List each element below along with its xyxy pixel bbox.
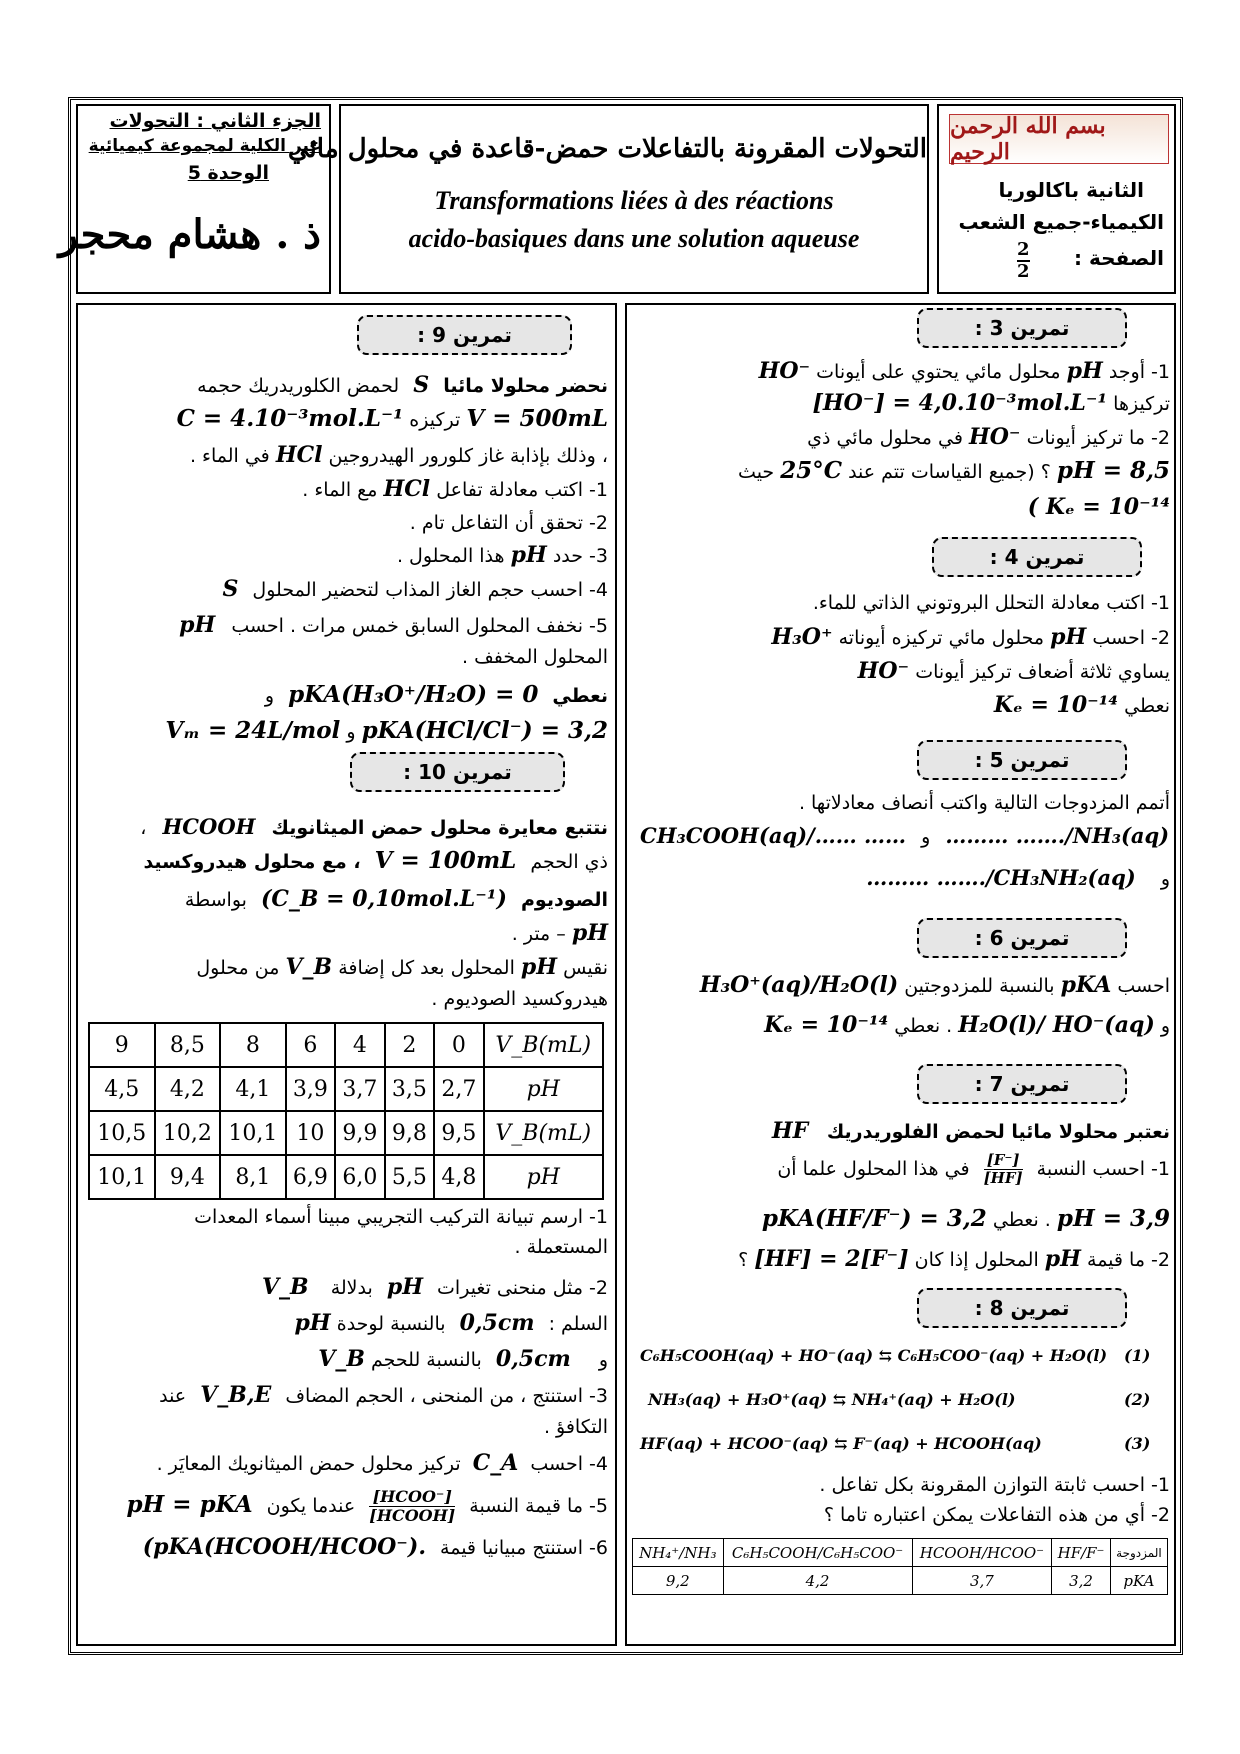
- ex10-text: من محلول: [196, 957, 280, 979]
- ex9-line10: [265, 680, 608, 711]
- ex9-line7: [214, 574, 608, 605]
- ex10-line5: [196, 952, 608, 983]
- ex4-math: H₃O⁺: [771, 624, 833, 650]
- page-header: [58, 104, 1176, 294]
- ex9-text: 3- حدد: [552, 545, 608, 567]
- titration-row-label: V_B(mL): [484, 1023, 603, 1067]
- titration-cell: 0: [434, 1023, 483, 1067]
- titration-cell: 9,5: [434, 1111, 483, 1155]
- ex5-line1: أتمم المزدوجات التالية واكتب أنصاف معادلاتها .: [798, 792, 1170, 814]
- ex9-math: C = 4.10⁻³mol.L⁻¹: [176, 405, 404, 432]
- ex5-math: ……… ……./CH₃NH₂(aq): [866, 865, 1136, 890]
- ex9-text: لحمض الكلوريدريك حجمه: [197, 375, 400, 397]
- ex7-text: في هذا المحلول علما أن: [777, 1158, 970, 1180]
- reaction-2: NH₃(aq) + H₃O⁺(aq) ⇆ NH₄⁺(aq) + H₂O(l): [648, 1390, 1016, 1409]
- titration-cell: 6: [286, 1023, 335, 1067]
- ex10-math: V_B,E: [200, 1382, 272, 1408]
- ex6-line2: [764, 1010, 1170, 1041]
- ex9-math: Vₘ = 24L/mol: [165, 717, 341, 744]
- ex8-question1: 1- احسب ثابتة التوازن المقرونة بكل تفاعل .: [819, 1474, 1170, 1496]
- ex10-math: pH: [386, 1274, 423, 1300]
- ex10-text: 4- احسب: [530, 1453, 608, 1475]
- ex7-frac-num: [F⁻]: [984, 1152, 1023, 1170]
- titration-cell: 3,7: [335, 1067, 384, 1111]
- ex10-math: (pKA(HCOOH/HCOO⁻).: [142, 1534, 426, 1560]
- reaction-1: C₆H₅COOH(aq) + HO⁻(aq) ⇆ C₆H₅COO⁻(aq) + H₂O(l): [640, 1346, 1108, 1365]
- ex10-line1: [140, 812, 608, 843]
- ex9-text: في الماء .: [189, 445, 270, 467]
- ex4-math: HO⁻: [857, 658, 910, 684]
- ex5-math: ……… ……./NH₃(aq): [945, 823, 1170, 848]
- ex10-text: ،: [140, 817, 147, 839]
- exercise-6-title: تمرين 6 :: [917, 918, 1127, 958]
- ex7-text: 1- احسب النسبة: [1036, 1158, 1170, 1180]
- ex4-math: Kₑ = 10⁻¹⁴: [993, 692, 1119, 718]
- exercise-4-title: تمرين 4 :: [932, 537, 1142, 577]
- ex10-math: pH: [294, 1310, 331, 1336]
- ex10-scale1: [295, 1308, 608, 1339]
- ex10-text: عندما يكون: [266, 1495, 356, 1517]
- ex7-line3: [762, 1204, 1170, 1235]
- ex10-q6: [143, 1532, 608, 1563]
- ex9-line1: [197, 370, 608, 401]
- pka-value-cell: 9,2: [633, 1567, 724, 1595]
- ex5-math: CH₃COOH(aq)/…… ……: [640, 823, 907, 848]
- pka-head-cell: C₆H₅COOH/C₆H₅COO⁻: [723, 1539, 912, 1567]
- ex9-line2: [177, 404, 608, 435]
- pka-head-cell: HCOOH/HCOO⁻: [912, 1539, 1052, 1567]
- ex10-text: نقيس: [563, 957, 608, 979]
- ex4-text: 2- احسب: [1092, 627, 1170, 649]
- ex5-text: و: [1160, 868, 1170, 890]
- ex6-line1: [700, 970, 1170, 1001]
- ex9-line4: [302, 474, 608, 505]
- ex8-question2: 2- أي من هذه التفاعلات يمكن اعتباره تاما ؟: [823, 1504, 1170, 1526]
- pka-table: [632, 1538, 1168, 1595]
- ex4-math: pH: [1050, 624, 1087, 650]
- ex9-text: و: [264, 685, 275, 707]
- ex9-text: مع الماء .: [302, 479, 378, 501]
- header-left-box: [58, 104, 331, 294]
- titration-row: [89, 1067, 603, 1111]
- titration-cell: 2: [385, 1023, 434, 1067]
- header-middle-box: [287, 104, 929, 294]
- pka-head-cell: NH₄⁺/NH₃: [633, 1539, 724, 1567]
- titration-row: [89, 1155, 603, 1199]
- ex10-text: بدلالة: [330, 1277, 373, 1299]
- ex3-line3: [807, 422, 1170, 453]
- ex10-text: بالنسبة للحجم: [371, 1349, 482, 1371]
- pka-head-cell: HF/F⁻: [1052, 1539, 1111, 1567]
- ex10-frac-num: [HCOO⁻]: [369, 1488, 455, 1507]
- ex6-text: احسب: [1117, 975, 1170, 997]
- ex3-line2: [812, 388, 1170, 419]
- titration-cell: 3,5: [385, 1067, 434, 1111]
- titration-cell: 6,9: [286, 1155, 335, 1199]
- reaction-3: HF(aq) + HCOO⁻(aq) ⇆ F⁻(aq) + HCOOH(aq): [640, 1434, 1042, 1453]
- ex10-text: 5- ما قيمة النسبة: [469, 1495, 608, 1517]
- exercise-9-title: تمرين 9 :: [357, 315, 572, 355]
- ex7-text: 2- ما قيمة: [1087, 1249, 1170, 1271]
- ex10-math: V_B: [318, 1346, 365, 1372]
- exercise-10-title: تمرين 10 :: [350, 752, 565, 792]
- titration-row-label: pH: [484, 1155, 603, 1199]
- ex3-math: pH = 8,5: [1056, 457, 1170, 484]
- titration-table: [88, 1022, 604, 1200]
- ex10-q2: [246, 1272, 608, 1303]
- titration-cell: 9,4: [155, 1155, 221, 1199]
- ex7-line4: [738, 1244, 1170, 1275]
- ex7-text: نعتبر محلولا مائيا لحمض الفلوريدريك: [826, 1121, 1170, 1143]
- ex10-math: pH: [520, 954, 558, 980]
- ex9-text: و: [346, 721, 356, 743]
- titration-cell: 9,9: [335, 1111, 384, 1155]
- ex7-frac-den: [HF]: [983, 1169, 1023, 1187]
- titration-cell: 4,8: [434, 1155, 483, 1199]
- reaction-3-number: (3): [1124, 1434, 1151, 1453]
- ex3-text: ؟ (جميع القياسات تتم عند: [848, 461, 1051, 483]
- ex10-q4: [157, 1448, 608, 1479]
- ex9-math: S: [413, 372, 430, 398]
- ex9-line6: [397, 540, 608, 571]
- pka-value-cell: 3,2: [1052, 1567, 1111, 1595]
- ex3-text: تركيزها: [1113, 393, 1170, 415]
- ex3-text: حيث: [738, 461, 775, 483]
- ex7-math: [HF] = 2[F⁻]: [754, 1246, 909, 1272]
- ex10-line3: [185, 884, 608, 915]
- reaction-2-number: (2): [1124, 1390, 1151, 1409]
- pka-table-value-row: [633, 1567, 1168, 1595]
- titration-cell: 8,5: [155, 1023, 221, 1067]
- ex10-text: نتتبع معايرة محلول حمض الميثانويك: [271, 817, 608, 839]
- ex4-line1: 1- اكتب معادلة التحلل البروتوني الذاتي للماء.: [812, 592, 1170, 614]
- ex10-text: 2- مثل منحنى تغيرات: [437, 1277, 608, 1299]
- ex7-text: ؟: [738, 1249, 749, 1271]
- subject-label: الكيمياء-جميع الشعب: [958, 210, 1164, 234]
- titration-cell: 6,0: [335, 1155, 384, 1199]
- ex9-text: تركيزه: [409, 409, 461, 431]
- exercise-3-title: تمرين 3 :: [917, 308, 1127, 348]
- titration-cell: 10,1: [220, 1111, 286, 1155]
- reaction-1-number: (1): [1124, 1346, 1151, 1365]
- ex10-math: V_B: [261, 1274, 309, 1300]
- ex10-text: – متر .: [511, 923, 566, 945]
- page-number: [1017, 240, 1030, 282]
- ex9-line8: [179, 610, 608, 641]
- ex9-text: هذا المحلول .: [396, 545, 505, 567]
- titration-cell: 4,5: [89, 1067, 155, 1111]
- page-number-den: 2: [1017, 261, 1030, 282]
- ex6-math: pKA: [1060, 972, 1112, 998]
- ex7-line2: [777, 1152, 1170, 1187]
- ex10-text: تركيز محلول حمض الميثانويك المعايَر .: [156, 1453, 461, 1475]
- pka-head-cell: المزدوجة: [1110, 1539, 1167, 1567]
- ex4-text: يساوي ثلاثة أضعاف تركيز أيونات: [915, 661, 1170, 683]
- ex10-q3: [159, 1380, 608, 1411]
- ex3-math: [HO⁻] = 4,0.10⁻³mol.L⁻¹: [812, 390, 1108, 416]
- ex10-text: السلم :: [548, 1313, 608, 1335]
- ex10-math: V_B: [285, 954, 333, 980]
- ex10-scale2: [318, 1344, 608, 1375]
- ex3-text: محلول مائي يحتوي على أيونات: [816, 361, 1061, 383]
- titration-cell: 8,1: [220, 1155, 286, 1199]
- pka-table-header-row: [633, 1539, 1168, 1567]
- ex9-math: V = 500mL: [466, 405, 608, 432]
- ex10-text: عند: [159, 1385, 187, 1407]
- ex9-line9: المحلول المخفف .: [462, 646, 608, 668]
- ex4-line3: [858, 656, 1170, 687]
- ex6-text: بالنسبة للمزدوجتين: [904, 975, 1055, 997]
- ex3-math: pH: [1066, 358, 1103, 384]
- ex7-math: pKA(HF/F⁻) = 3,2: [761, 1205, 987, 1232]
- ex10-text: ذي الحجم: [530, 851, 608, 873]
- ex3-line5: [1028, 492, 1170, 523]
- title-french-line1: Transformations liées à des réactions: [434, 186, 834, 215]
- ex10-math: pH = pKA: [126, 1491, 253, 1518]
- ex7-fraction: [984, 1152, 1023, 1187]
- ex9-math: HCl: [275, 442, 323, 468]
- ex10-q1b: المستعملة .: [514, 1236, 608, 1258]
- titration-cell: 10: [286, 1111, 335, 1155]
- ex10-text: المحلول بعد كل إضافة: [338, 957, 515, 979]
- ex9-text: 5- نخفف المحلول السابق خمس مرات . احسب: [231, 615, 608, 637]
- titration-cell: 9: [89, 1023, 155, 1067]
- pka-value-cell: 4,2: [723, 1567, 912, 1595]
- ex7-text: المحلول إذا كان: [914, 1249, 1039, 1271]
- ex6-math: H₃O⁺(aq)/H₂O(l): [699, 972, 899, 998]
- ex5-text: و: [921, 826, 931, 848]
- ex10-text: الصوديوم: [520, 889, 608, 911]
- part-label: الجزء الثاني : التحولات: [109, 110, 321, 132]
- ex9-math: pKA(H₃O⁺/H₂O) = 0: [288, 681, 539, 708]
- ex10-math: C_A: [472, 1450, 519, 1476]
- ex9-math: HCl: [383, 476, 431, 502]
- ex6-text: . نعطي: [894, 1015, 953, 1037]
- ex10-line4: [512, 918, 608, 949]
- titration-row: [89, 1023, 603, 1067]
- titration-cell: 5,5: [385, 1155, 434, 1199]
- pka-value-cell: pKA: [1110, 1567, 1167, 1595]
- ex10-math: 0,5cm: [459, 1310, 535, 1336]
- ex10-text: ، مع محلول هيدروكسيد: [143, 851, 361, 873]
- ex10-math: pH: [571, 920, 608, 946]
- ex10-math: V = 100mL: [374, 847, 517, 874]
- ex4-text: محلول مائي تركيزه أيوناته: [838, 627, 1045, 649]
- ex10-text: 6- استنتج مبيانيا قيمة: [440, 1537, 608, 1559]
- ex7-math: pH: [1044, 1246, 1081, 1272]
- unit-label: الوحدة 5: [187, 162, 269, 184]
- ex3-math: HO⁻: [968, 424, 1021, 450]
- titration-row-label: pH: [484, 1067, 603, 1111]
- titration-cell: 2,7: [434, 1067, 483, 1111]
- titration-cell: 4,1: [220, 1067, 286, 1111]
- level-label: الثانية باكالوريا: [998, 178, 1144, 202]
- ex9-text: نحضر محلولا مائيا: [443, 375, 608, 397]
- titration-cell: 9,8: [385, 1111, 434, 1155]
- ex10-math: (C_B = 0,10mol.L⁻¹): [260, 886, 507, 912]
- ex9-text: 1- اكتب معادلة تفاعل: [436, 479, 608, 501]
- ex10-text: و: [598, 1349, 608, 1371]
- ex9-text: نعطي: [552, 685, 608, 707]
- ex10-fraction: [369, 1488, 455, 1525]
- ex3-math: 25°C: [780, 457, 843, 484]
- titration-row-label: V_B(mL): [484, 1111, 603, 1155]
- ex6-math: H₂O(l)/ HO⁻(aq): [958, 1012, 1155, 1038]
- ex9-math: pH: [510, 542, 547, 568]
- ex10-frac-den: [HCOOH]: [369, 1506, 456, 1525]
- ex3-text: 1- أوجد: [1108, 361, 1170, 383]
- titration-cell: 4,2: [155, 1067, 221, 1111]
- ex3-text: في محلول مائي ذي: [807, 427, 963, 449]
- titration-row: [89, 1111, 603, 1155]
- ex10-q3b: التكافؤ .: [543, 1416, 608, 1438]
- ex6-math: Kₑ = 10⁻¹⁴: [764, 1012, 889, 1038]
- titration-cell: 10,2: [155, 1111, 221, 1155]
- ex4-line4: [994, 690, 1170, 721]
- ex10-q1a: 1- ارسم تبيانة التركيب التجريبي مبينا أسماء المعدات: [194, 1206, 608, 1228]
- ex9-math: pH: [179, 612, 216, 638]
- ex7-math: HF: [771, 1118, 809, 1144]
- bismillah-logo: بسم الله الرحمن الرحيم: [949, 114, 1169, 164]
- ex9-text: 4- احسب حجم الغاز المذاب لتحضير المحلول: [252, 579, 608, 601]
- ex9-math: pKA(HCl/Cl⁻) = 3,2: [361, 717, 608, 744]
- ex9-text: ، وذلك بإذابة غاز كلورور الهيدروجين: [328, 445, 608, 467]
- ex3-line1: [759, 356, 1170, 387]
- ex9-line11: [165, 716, 608, 747]
- titration-cell: 10,1: [89, 1155, 155, 1199]
- ex10-text: 3- استنتج ، من المنحنى ، الحجم المضاف: [285, 1385, 608, 1407]
- title-arabic: التحولات المقرونة بالتفاعلات حمض-قاعدة في محلول مائي: [287, 134, 927, 164]
- titration-cell: 10,5: [89, 1111, 155, 1155]
- ex4-text: نعطي: [1124, 695, 1170, 717]
- exercise-5-title: تمرين 5 :: [917, 740, 1127, 780]
- ex10-q5: [126, 1488, 608, 1525]
- ex3-math: ( Kₑ = 10⁻¹⁴: [1027, 494, 1170, 520]
- ex5-line3: [866, 864, 1170, 894]
- title-french-line2: acido-basiques dans une solution aqueuse: [408, 224, 860, 253]
- ex4-line2: [771, 622, 1170, 653]
- header-right-box: [937, 104, 1176, 294]
- ex10-text: بواسطة: [184, 889, 247, 911]
- ex3-line4: [738, 456, 1170, 487]
- ex9-line5: 2- تحقق أن التفاعل تام .: [409, 512, 608, 534]
- page-number-num: 2: [1017, 239, 1030, 260]
- ex10-math: 0,5cm: [495, 1346, 571, 1372]
- ex3-math: HO⁻: [758, 358, 811, 384]
- ex7-text: . نعطي: [992, 1209, 1051, 1231]
- page-label: الصفحة :: [1074, 246, 1164, 270]
- ex9-math: S: [222, 576, 239, 602]
- ex10-line6: هيدروكسيد الصوديوم .: [431, 988, 608, 1010]
- ex10-math: HCOOH: [162, 814, 256, 839]
- titration-cell: 8: [220, 1023, 286, 1067]
- exercise-8-title: تمرين 8 :: [917, 1288, 1127, 1328]
- ex10-text: بالنسبة لوحدة: [336, 1313, 446, 1335]
- ex7-math: pH = 3,9: [1056, 1205, 1170, 1232]
- ex6-text: و: [1160, 1015, 1170, 1037]
- teacher-name: ذ . هشام محجر: [58, 211, 321, 258]
- titration-cell: 4: [335, 1023, 384, 1067]
- ex7-line1: [772, 1116, 1170, 1147]
- ex10-line2: [143, 846, 608, 877]
- part-subtitle: غير الكلية لمجموعة كيميائية: [88, 136, 321, 156]
- exercise-7-title: تمرين 7 :: [917, 1064, 1127, 1104]
- titration-cell: 3,9: [286, 1067, 335, 1111]
- pka-value-cell: 3,7: [912, 1567, 1052, 1595]
- ex3-text: 2- ما تركيز أيونات: [1026, 427, 1170, 449]
- ex5-line2: [640, 822, 1169, 852]
- ex9-line3: [190, 440, 608, 471]
